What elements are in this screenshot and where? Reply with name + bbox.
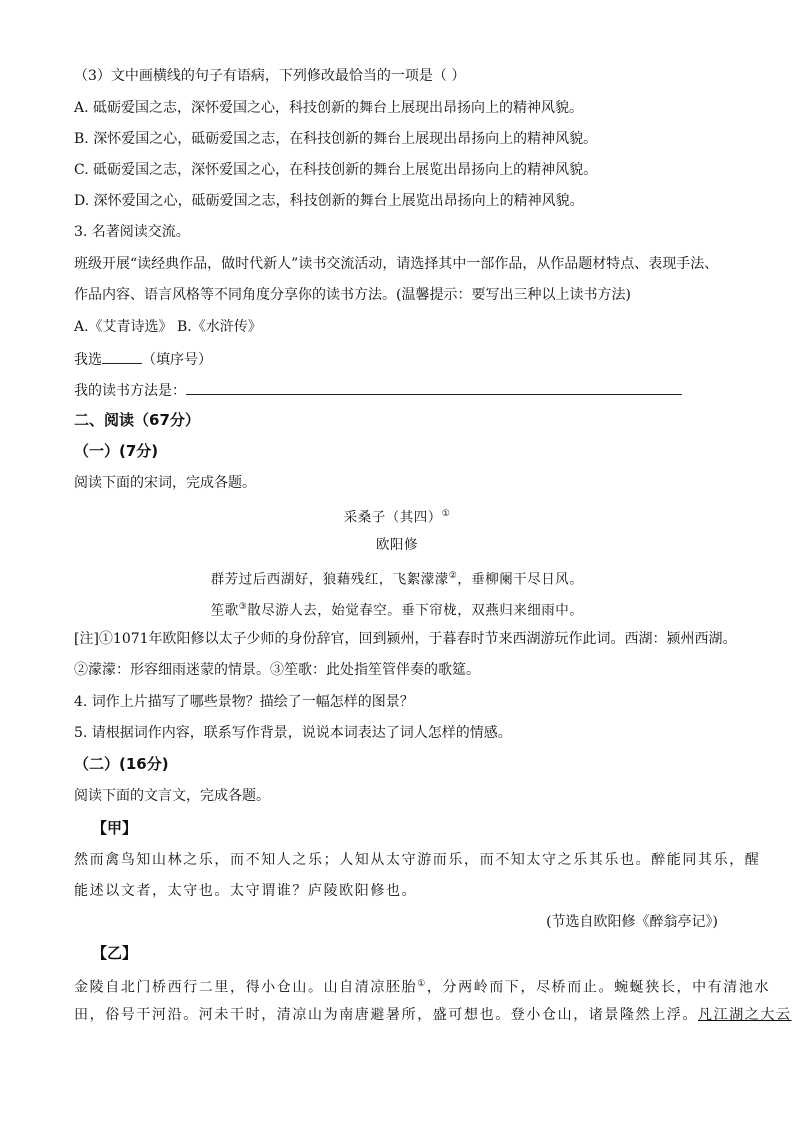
choose-label: 我选 [74, 352, 102, 368]
poem-line-1: 群芳过后西湖好，狼藉残红，飞絮濛濛②，垂柳阑干尽日风。 [210, 571, 584, 588]
part1-title: （一）(7分) [74, 442, 159, 460]
choose-line [74, 349, 212, 370]
method-blank[interactable] [186, 380, 682, 395]
reading-question-title: 3. 名著阅读交流。 [74, 224, 190, 240]
yi-line-1: 金陵自北门桥西行二里，得小仓山。山自清凉胚胎①，分两岭而下，尽桥而止。蜿蜒狭长，中有清池水 [74, 979, 771, 996]
underlined-sentence: 凡江湖之大云 [698, 1007, 792, 1023]
yi-label: 【乙】 [92, 944, 138, 962]
choose-suffix: （填序号） [142, 352, 212, 368]
jia-source: (节选自欧阳修《醉翁亭记》) [546, 914, 718, 930]
method-label: 我的读书方法是： [74, 383, 186, 399]
method-line [74, 380, 682, 401]
question-4: 4. 词作上片描写了哪些景物？描绘了一幅怎样的图景？ [74, 694, 414, 710]
reading-question-desc-2: 作品内容、语言风格等不同角度分享你的读书方法。(温馨提示：要写出三种以上读书方法) [74, 287, 631, 303]
poem-note-1: [注]①1071年欧阳修以太子少师的身份辞官，回到颍州，于暮春时节来西湖游玩作此词。西湖：颍州西湖。 [74, 631, 737, 647]
part2-intro: 阅读下面的文言文，完成各题。 [74, 788, 270, 804]
jia-label: 【甲】 [92, 819, 138, 837]
jia-line-2: 能述以文者，太守也。太守谓谁？庐陵欧阳修也。 [74, 883, 418, 899]
poem-author: 欧阳修 [376, 537, 418, 553]
q3-option-a: A. 砥砺爱国之志，深怀爱国之心，科技创新的舞台上展现出昂扬向上的精神风貌。 [74, 100, 584, 116]
poem-line-2: 笙歌③散尽游人去，始觉春空。垂下帘栊，双燕归来细雨中。 [210, 602, 584, 619]
q3-option-b: B. 深怀爱国之心，砥砺爱国之志，在科技创新的舞台上展现出昂扬向上的精神风貌。 [74, 131, 598, 147]
q3-option-c: C. 砥砺爱国之志，深怀爱国之心，在科技创新的舞台上展览出昂扬向上的精神风貌。 [74, 162, 598, 178]
section-title: 二、阅读（67分） [74, 411, 200, 429]
reading-books: A.《艾青诗选》 B.《水浒传》 [74, 319, 262, 335]
footnote-mark: ① [441, 509, 451, 519]
jia-line-1: 然而禽鸟知山林之乐，而不知人之乐；人知从太守游而乐，而不知太守之乐其乐也。醉能同其乐，醒 [74, 852, 761, 868]
footnote-mark: ③ [238, 602, 248, 612]
q3-stem: （3）文中画横线的句子有语病，下列修改最恰当的一项是（ ） [74, 68, 466, 84]
poem-title: 采桑子（其四）① [343, 509, 451, 526]
part2-title: （二）(16分) [74, 755, 169, 773]
footnote-mark: ① [417, 979, 427, 989]
poem-note-2: ②濛濛：形容细雨迷蒙的情景。③笙歌：此处指笙管伴奏的歌筵。 [74, 662, 480, 678]
reading-question-desc-1: 班级开展“读经典作品，做时代新人”读书交流活动，请选择其中一部作品，从作品题材特点、表现手法、 [74, 256, 719, 272]
part1-intro: 阅读下面的宋词，完成各题。 [74, 475, 256, 491]
question-5: 5. 请根据词作内容，联系写作背景，说说本词表达了词人怎样的情感。 [74, 725, 512, 741]
yi-line-2: 田，俗号干河沿。河未干时，清凉山为南唐避暑所，盛可想也。登小仓山，诸景隆然上浮。凡江湖之大云 [74, 1007, 792, 1023]
q3-option-d: D. 深怀爱国之心，砥砺爱国之志，科技创新的舞台上展览出昂扬向上的精神风貌。 [74, 193, 584, 209]
footnote-mark: ② [448, 571, 458, 581]
choose-blank[interactable] [102, 349, 142, 364]
